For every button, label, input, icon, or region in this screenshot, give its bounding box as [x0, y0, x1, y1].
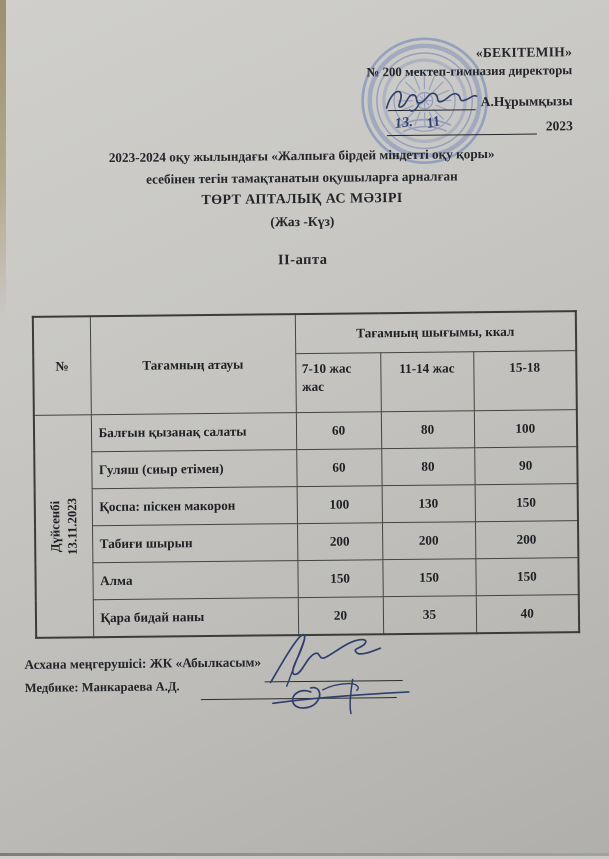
approval-block	[346, 44, 573, 136]
day-name: Дүйсенбі	[47, 498, 64, 555]
day-label	[47, 497, 81, 554]
canteen-manager-label: Асхана меңгерушісі: ЖК «Абылкасым»	[24, 654, 261, 672]
col-header-age-15-18: 15-18	[473, 351, 577, 411]
kcal-11-14-cell: 35	[383, 596, 476, 634]
col-header-dish: Тағамның атауы	[90, 314, 296, 415]
table-row	[35, 484, 578, 527]
kcal-11-14-cell: 200	[382, 522, 475, 560]
title-line-3: ТӨРТ АПТАЛЫҚ АС МӘЗІРІ	[0, 189, 607, 211]
kcal-15-18-cell: 40	[476, 595, 579, 634]
director-line: № 200 мектеп-гимназия директоры	[346, 63, 572, 80]
handwritten-month: 11	[424, 113, 442, 133]
manager-signature-path	[270, 634, 380, 683]
kcal-15-18-cell: 100	[474, 410, 577, 448]
table-row	[34, 447, 577, 490]
kcal-7-10-cell: 60	[296, 412, 381, 450]
dish-cell: Қоспа: піскен макорон	[92, 487, 297, 526]
menu-table	[32, 310, 580, 639]
kcal-7-10-cell: 20	[298, 597, 383, 635]
col-header-output: Тағамның шығымы, ккал	[295, 311, 576, 353]
approval-year: 2023	[546, 118, 573, 134]
day-date: 13.11.2023	[63, 497, 80, 554]
kcal-11-14-cell: 150	[382, 559, 475, 597]
week-label: ІІ-апта	[0, 249, 607, 272]
kcal-7-10-cell: 60	[296, 449, 381, 487]
photo-left-edge	[0, 0, 6, 320]
dish-cell: Алма	[92, 561, 297, 600]
kcal-11-14-cell: 80	[381, 448, 474, 486]
kcal-15-18-cell: 150	[475, 484, 578, 522]
approve-label: «БЕКІТЕМІН»	[346, 44, 572, 62]
approval-date-line	[387, 114, 537, 137]
kcal-15-18-cell: 150	[475, 558, 578, 596]
nurse-label: Медбике: Манкараева А.Д.	[25, 679, 180, 696]
director-name: А.Нұрымқызы	[481, 93, 573, 110]
kcal-15-18-cell: 200	[475, 521, 578, 559]
kcal-11-14-cell: 80	[381, 411, 474, 449]
director-signature-icon	[383, 83, 478, 114]
table-row	[34, 410, 577, 453]
director-signature-line	[388, 84, 476, 111]
handwritten-day: 13.	[394, 114, 414, 133]
dish-cell: Қара бидай наны	[93, 598, 298, 638]
footer-block	[24, 645, 600, 746]
kcal-15-18-cell: 90	[474, 447, 577, 485]
kcal-7-10-cell: 200	[297, 523, 382, 561]
kcal-11-14-cell: 130	[382, 485, 475, 523]
dish-cell: Табиғи шырын	[92, 524, 297, 563]
col-header-no: №	[33, 316, 91, 415]
title-line-4: (Жаз -Күз)	[0, 211, 607, 233]
title-line-2: есебінен тегін тамақтанатын оқушыларға арналған	[0, 167, 606, 189]
table-row	[35, 521, 578, 564]
director-signature-row	[346, 82, 572, 111]
dish-cell: Гуляш (сиыр етімен)	[91, 450, 296, 489]
kcal-7-10-cell: 100	[297, 486, 382, 524]
col-header-age-11-14: 11-14 жас	[380, 352, 474, 412]
dish-cell: Балғын қызанақ салаты	[91, 413, 296, 452]
document-title	[0, 145, 607, 239]
title-line-1: 2023-2024 оқу жылындағы «Жалпыға бірдей міндетті оқу қоры»	[0, 145, 606, 167]
footer-signatures-icon	[260, 627, 421, 719]
col-header-age-7-10: 7-10 жас жас	[295, 353, 381, 413]
table-row	[35, 558, 578, 601]
kcal-7-10-cell: 150	[297, 560, 382, 598]
day-cell	[34, 415, 93, 638]
approval-date-row	[347, 112, 573, 136]
